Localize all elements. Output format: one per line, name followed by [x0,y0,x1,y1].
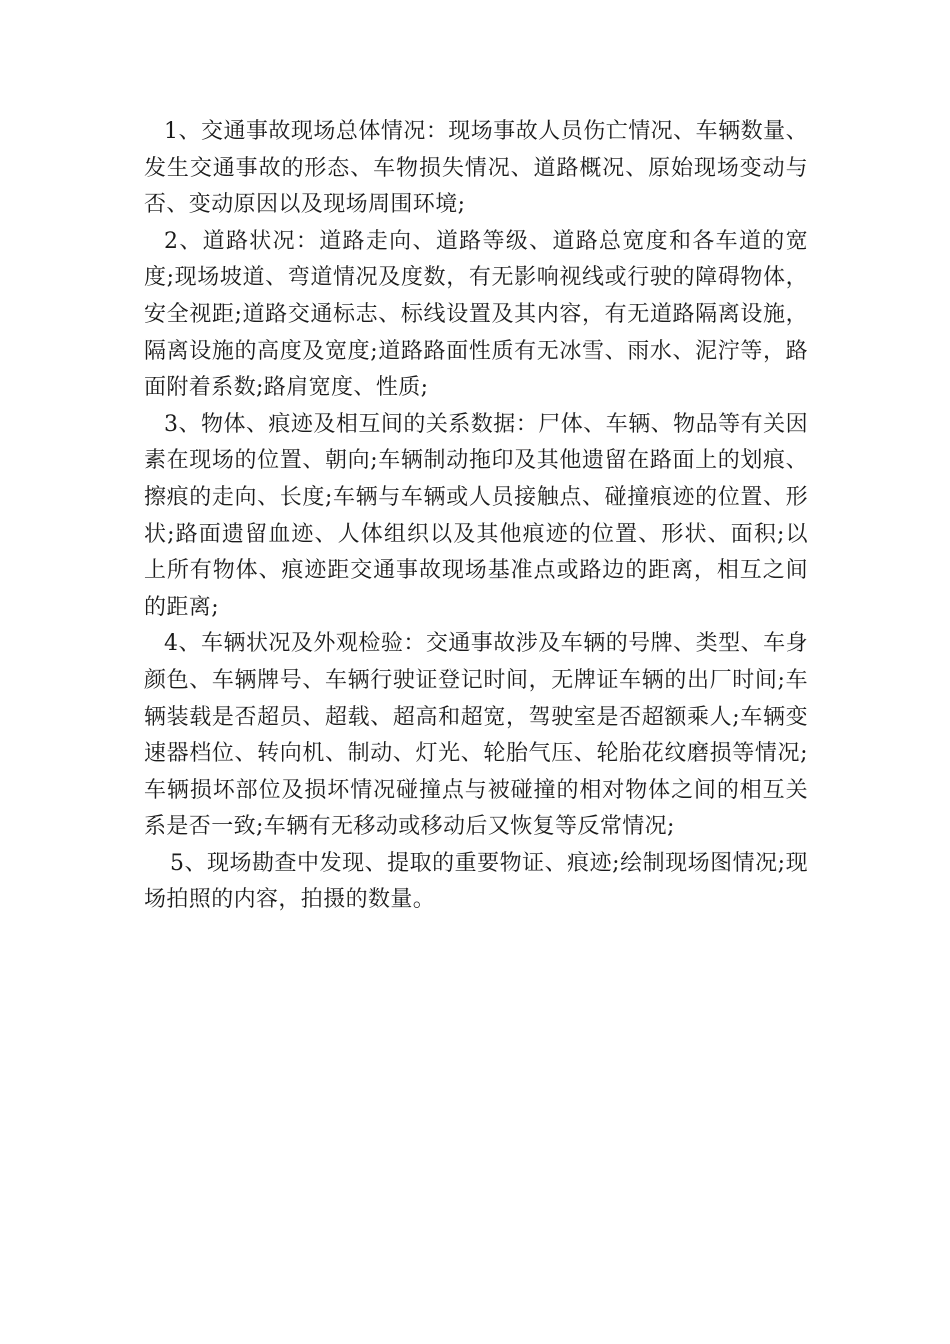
paragraph-5: 5、现场勘查中发现、提取的重要物证、痕迹;绘制现场图情况;现场拍照的内容，拍摄的数量。 [144,850,808,913]
paragraph-2: 2、道路状况：道路走向、道路等级、道路总宽度和各车道的宽度;现场坡道、弯道情况及度数，有无影响视线或行驶的障碍物体，安全视距;道路交通标志、标线设置及其内容，有无道路隔离设施，隔离设施的高度及宽度;道路路面性质有无冰雪、雨水、泥泞等，路面附着系数;路肩宽度、性质; [144,228,808,401]
document-body [144,114,808,919]
paragraph-1: 1、交通事故现场总体情况：现场事故人员伤亡情况、车辆数量、发生交通事故的形态、车物损失情况、道路概况、原始现场变动与否、变动原因以及现场周围环境; [144,119,808,218]
paragraph-4: 4、车辆状况及外观检验：交通事故涉及车辆的号牌、类型、车身颜色、车辆牌号、车辆行驶证登记时间，无牌证车辆的出厂时间;车辆装载是否超员、超载、超高和超宽，驾驶室是否超额乘人;车辆变速器档位、转向机、制动、灯光、轮胎气压、轮胎花纹磨损等情况;车辆损坏部位及损坏情况碰撞点与被碰撞的相对物体之间的相互关系是否一致;车辆有无移动或移动后又恢复等反常情况; [144,631,808,840]
paragraph-3: 3、物体、痕迹及相互间的关系数据：尸体、车辆、物品等有关因素在现场的位置、朝向;车辆制动拖印及其他遗留在路面上的划痕、擦痕的走向、长度;车辆与车辆或人员接触点、碰撞痕迹的位置、形状;路面遗留血迹、人体组织以及其他痕迹的位置、形状、面积;以上所有物体、痕迹距交通事故现场基准点或路边的距离，相互之间的距离; [144,411,808,620]
